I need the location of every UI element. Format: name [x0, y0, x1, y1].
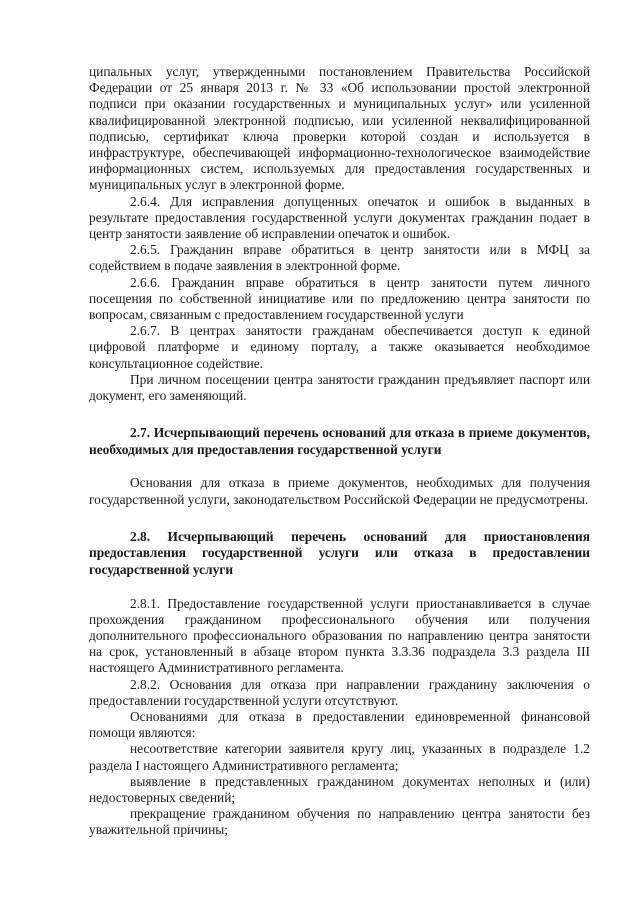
paragraph-ground-2: выявление в представленных гражданином документах неполных и (или) недостоверных сведений;: [89, 773, 590, 806]
paragraph-2-8-1: 2.8.1. Предоставление государственной услуги приостанавливается в случае прохождения гражданином профессионального обучения или получения дополнительного профессионального образования по направлению центра занятости на срок, установленный в абзаце втором пункта 3.3.36 подраздела 3.3 раздела III настоящего Административного регламента.: [89, 595, 590, 676]
paragraph-continuation: ципальных услуг, утвержденными постановлением Правительства Российской Федерации от 25 января 2013 г. № 33 «Об использовании простой электронной подписи при оказании государственных и муниципальных услуг» или усиленной квалифицированной электронной подписью, или усиленной неквалифицированной подписью, сертификат ключа проверки которой создан и используется в инфраструктуре, обеспечивающей информационно-технологическое взаимодействие информационных систем, используемых для предоставления государственных и муниципальных услуг в электронной форме.: [89, 64, 590, 193]
paragraph-2-8-2: 2.8.2. Основания для отказа при направлении гражданину заключения о предоставлении государственной услуги отсутствуют.: [89, 676, 590, 708]
paragraph-personal-visit: При личном посещении центра занятости гражданин предъявляет паспорт или документ, его заменяющий.: [89, 371, 590, 404]
paragraph-ground-3: прекращение гражданином обучения по направлению центра занятости без уважительной причины;: [89, 806, 590, 838]
section-heading-2-7: 2.7. Исчерпывающий перечень оснований для отказа в приеме документов, необходимых для предоставления государственной услуги: [89, 425, 590, 457]
page-content: [89, 64, 590, 839]
paragraph-ground-1: несоответствие категории заявителя кругу лиц, указанных в подразделе 1.2 раздела I настоящего Административного регламента;: [89, 741, 590, 773]
paragraph-2-6-4: 2.6.4. Для исправления допущенных опечаток и ошибок в выданных в результате предоставления государственной услуги документах гражданин подает в центр занятости заявление об исправлении опечаток и ошибок.: [89, 193, 590, 242]
section-heading-2-8: 2.8. Исчерпывающий перечень оснований для приостановления предоставления государственной услуги или отказа в предоставлении государственной услуги: [89, 528, 590, 578]
paragraph-2-6-7: 2.6.7. В центрах занятости гражданам обеспечивается доступ к единой цифровой платформе и единому порталу, а также оказывается необходимое консультационное содействие.: [89, 323, 590, 371]
paragraph-2-6-6: 2.6.6. Гражданин вправе обратиться в центр занятости путем личного посещения по собственной инициативе или по предложению центра занятости по вопросам, связанным с предоставлением государственной услуги: [89, 274, 590, 323]
spacer: [89, 404, 590, 425]
spacer: [89, 508, 590, 529]
paragraph-grounds-intro: Основаниями для отказа в предоставлении единовременной финансовой помощи являются:: [89, 709, 590, 741]
paragraph-2-6-5: 2.6.5. Гражданин вправе обратиться в центр занятости или в МФЦ за содействием в подаче заявления в электронной форме.: [89, 242, 590, 274]
spacer: [89, 579, 590, 596]
spacer: [89, 458, 590, 475]
paragraph-2-7-body: Основания для отказа в приеме документов, необходимых для получения государственной услуги, законодательством Российской Федерации не предусмотрены.: [89, 475, 590, 507]
